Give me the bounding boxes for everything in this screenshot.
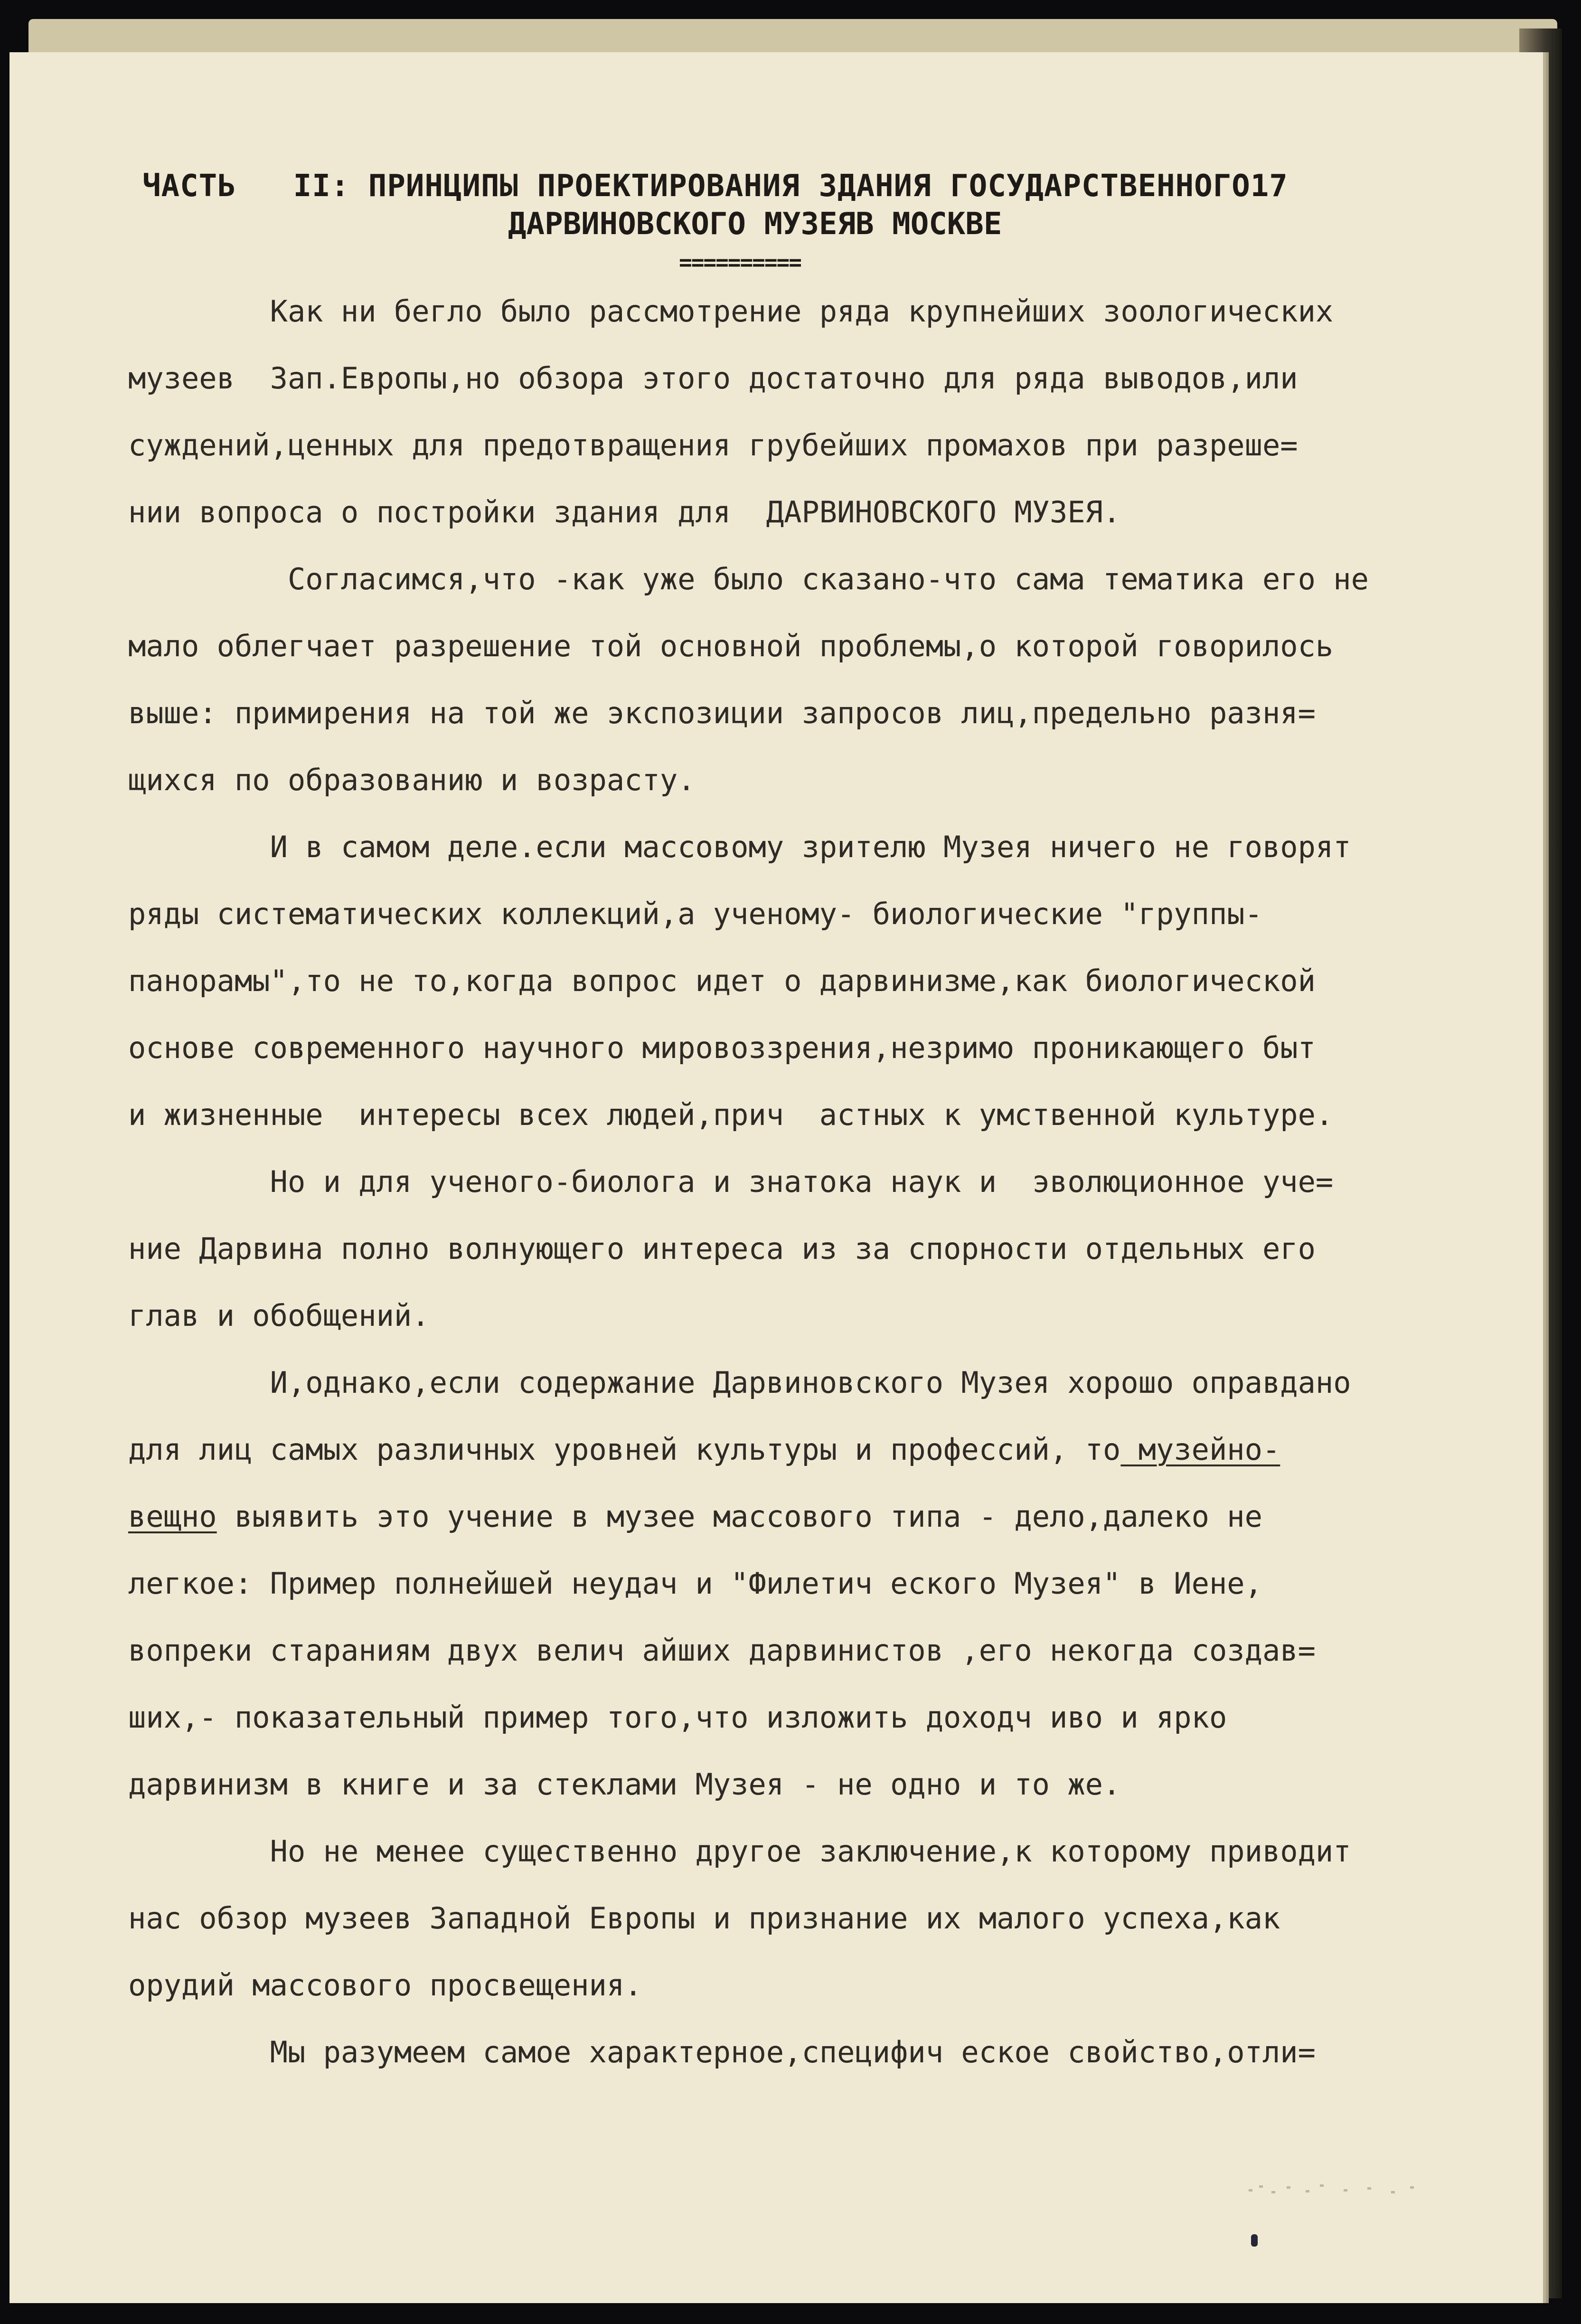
page-number: 17 — [1250, 169, 1288, 204]
document-heading — [128, 112, 1534, 278]
heading-title-line-1: II: ПРИНЦИПЫ ПРОЕКТИРОВАНИЯ ЗДАНИЯ ГОСУДАРСТВЕННОГО — [293, 169, 1251, 204]
underlined-phrase-part-2: вещно — [128, 1499, 217, 1534]
typewritten-page — [9, 52, 1543, 2303]
document-body — [128, 112, 1534, 2086]
heading-line-2: ДАРВИНОВСКОГО МУЗЕЯВ МОСКВЕ — [508, 207, 1002, 242]
ink-mark — [1251, 2234, 1258, 2247]
part-label: ЧАСТЬ — [142, 169, 236, 204]
paragraph-5-rest: выявить это учение в музее массового типа - дело,далеко не легкое: Пример полнейшей неудач и "Филетич еского Музея" в Иене, вопреки стараниям двух велич айших дарвинистов ,его некогда создав= ших,- показательный пример того,что изложить доходч иво и ярко дарвинизм в книге и за стеклами Музея - не одно и то же. — [128, 1499, 1316, 1802]
paragraph-3: И в самом деле.если массовому зрителю Музея ничего не говорят ряды систематических коллекций,а ученому- биологические "группы- панорамы",то не то,когда вопрос идет о дарвинизме,как биологической основе современного научного мировоззрения,незримо проникающего быт и жизненные интересы всех людей,прич астных к умственной культуре. — [128, 830, 1351, 1132]
paragraph-5-start: И,однако,если содержание Дарвиновского Музея хорошо оправдано для лиц самых различных уровней культуры и профессий, то — [128, 1365, 1351, 1467]
paragraph-1: Как ни бегло было рассмотрение ряда крупнейших зоологических музеев Зап.Европы,но обзора этого достаточно для ряда выводов,или суждений,ценных для предотвращения грубейших промахов при разреше= нии вопроса о постройки здания для ДАРВИНОВСКОГО МУЗЕЯ. — [128, 294, 1334, 529]
heading-underline-rule: ========== — [679, 249, 801, 275]
paragraph-5 — [128, 1349, 1534, 1818]
underlined-phrase-part-1: музейно- — [1120, 1432, 1280, 1467]
paragraph-7: Мы разумеем самое характерное,специфич еское свойство,отли= — [128, 2035, 1316, 2069]
paragraph-2: Согласимся,что -как уже было сказано-что сама тематика его не мало облегчает разрешение той основной проблемы,о которой говорилось выше: примирения на той же экспозиции запросов лиц,предельно разня= щихся по образованию и возрасту. — [128, 562, 1369, 797]
paragraph-4: Но и для ученого-биолога и знатока наук и эволюционное уче= ние Дарвина полно волнующего интереса из за спорности отдельных его глав и обобщений. — [128, 1164, 1334, 1333]
heading-line-1 — [142, 169, 1288, 204]
paragraph-6: Но не менее существенно другое заключение,к которому приводит нас обзор музеев Западной Европы и признание их малого успеха,как орудий массового просвещения. — [128, 1834, 1351, 2003]
